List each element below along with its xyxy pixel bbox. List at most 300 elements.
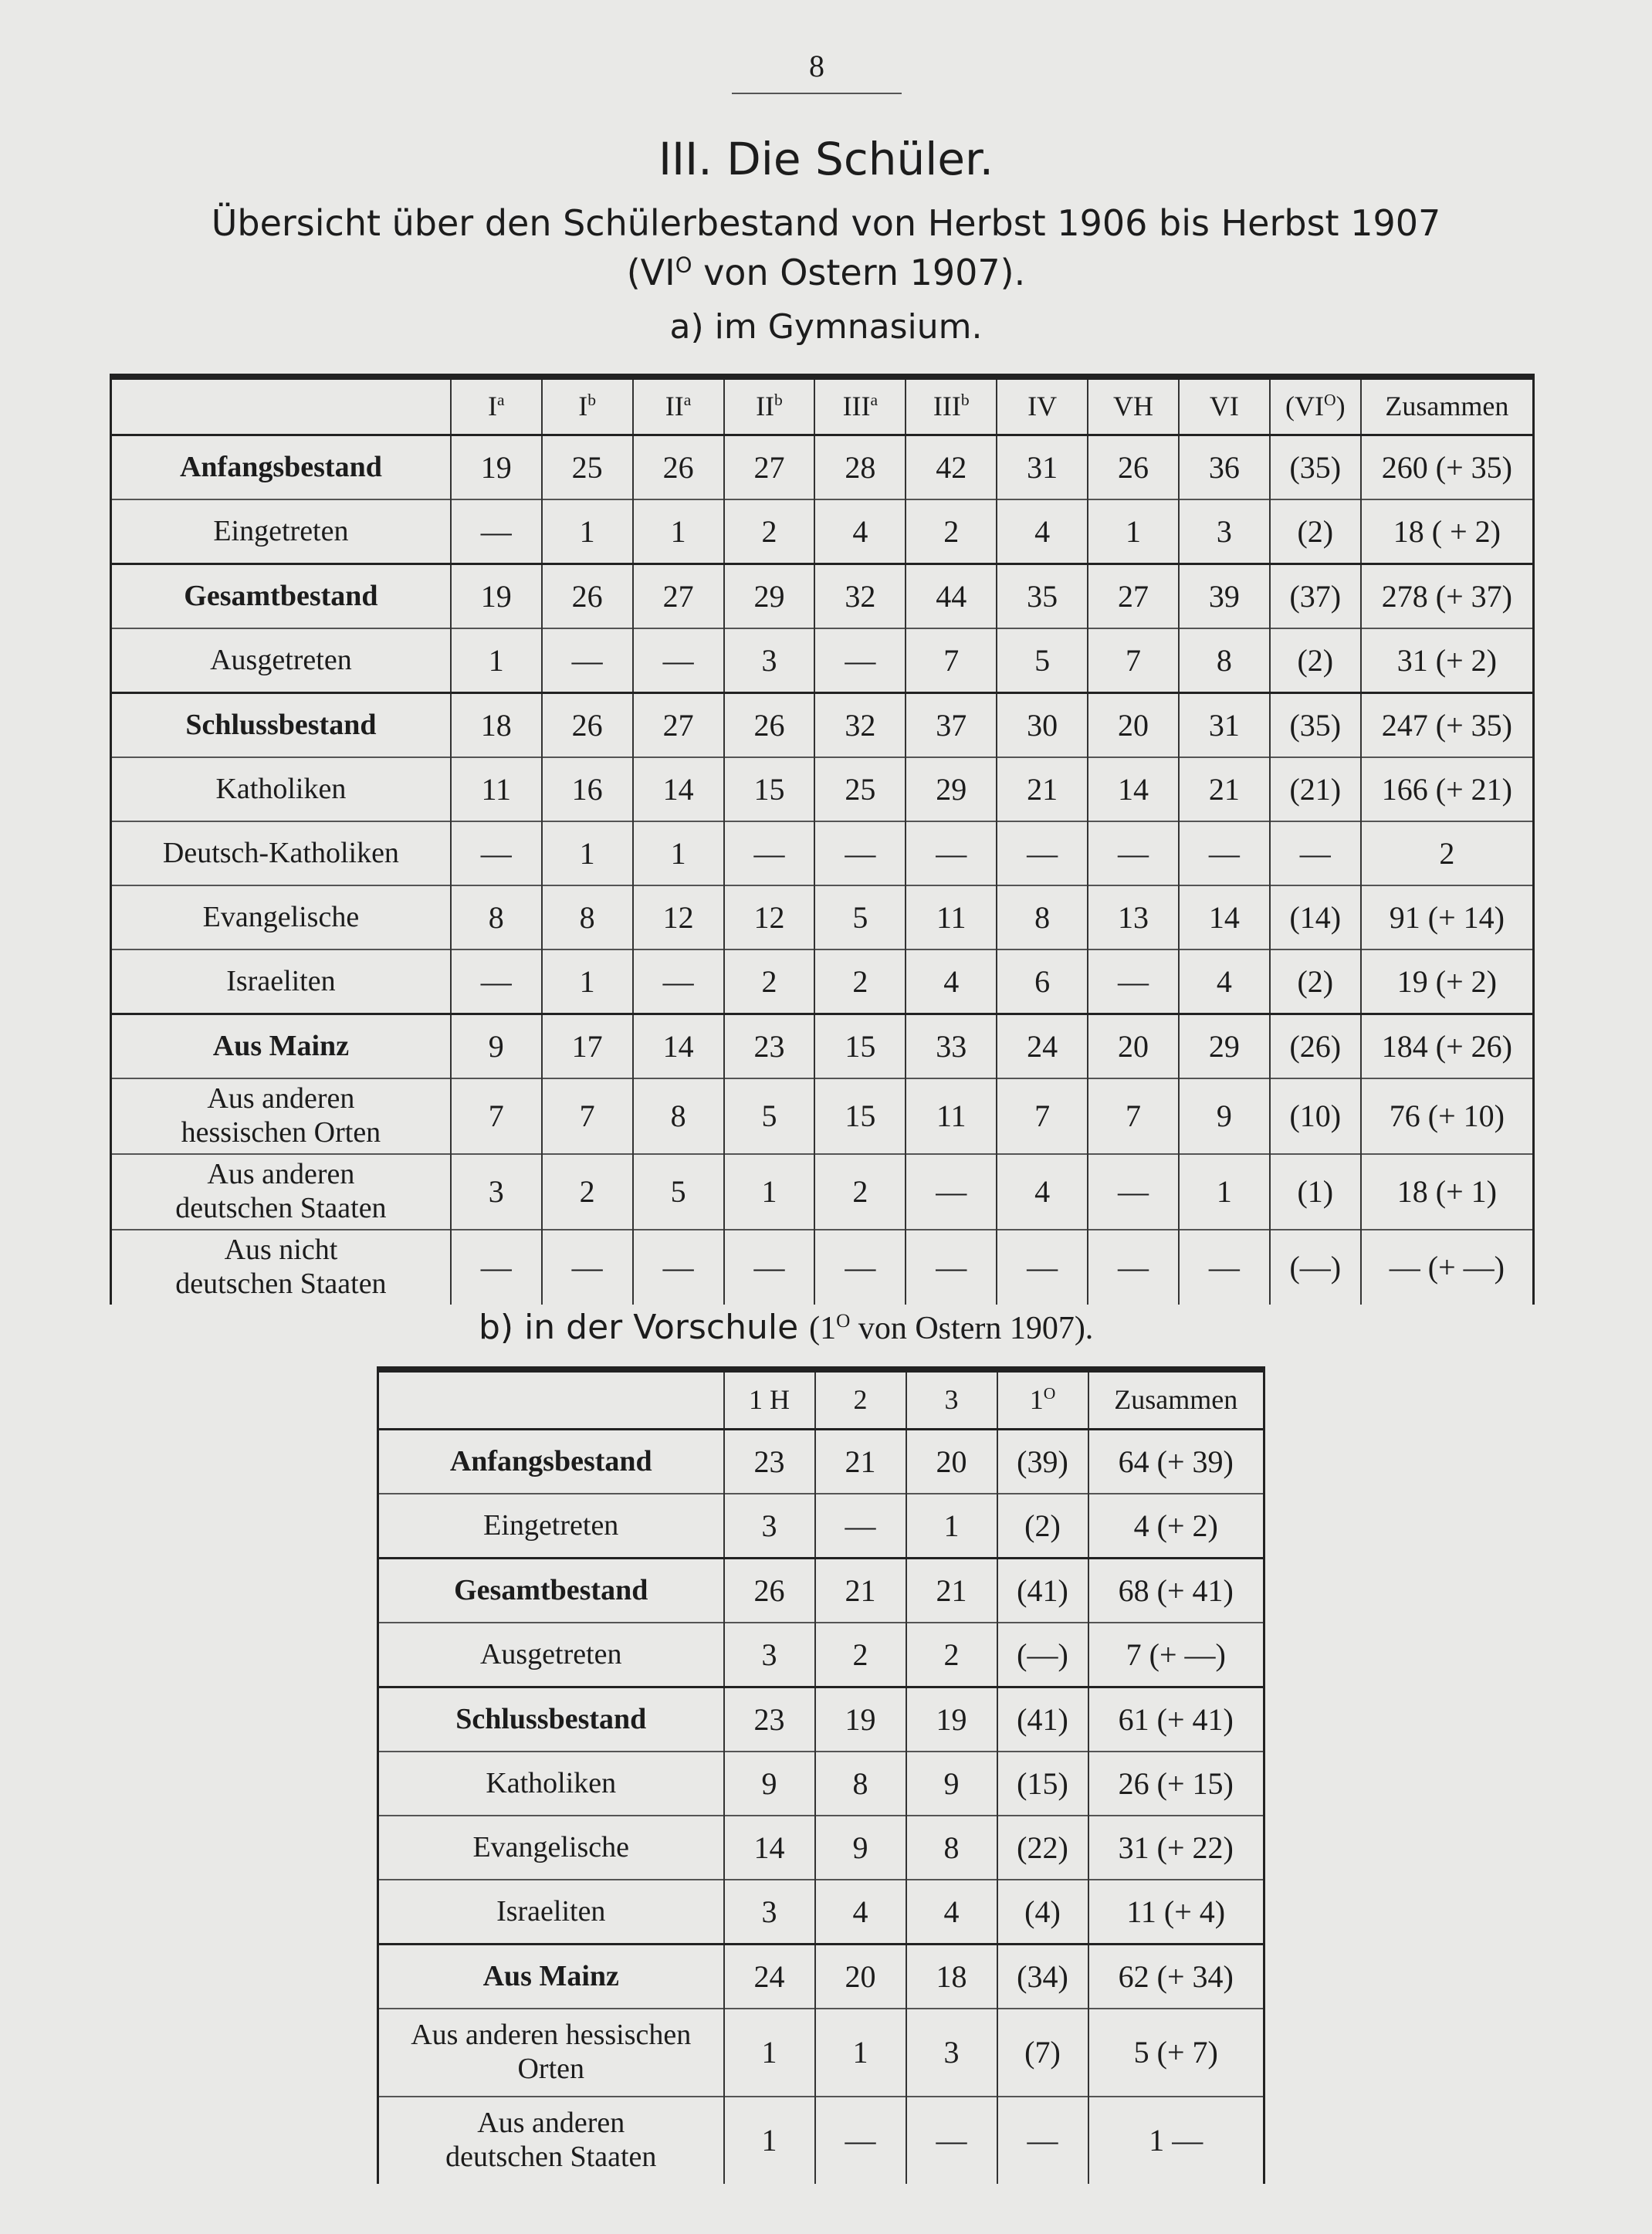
gymnasium-table-cell: — <box>906 1230 997 1305</box>
vorschule-row-label: Evangelische <box>378 1816 724 1880</box>
vorschule-row-label-line: Aus anderen hessischen <box>411 2019 692 2052</box>
gymnasium-table-cell: 1 <box>1088 499 1179 564</box>
gymnasium-table-cell: 3 <box>724 628 815 693</box>
vorschule-column-header-sup: O <box>1043 1384 1056 1403</box>
vorschule-table-cell: 3 <box>724 1623 815 1687</box>
gymnasium-table-row <box>111 564 1534 629</box>
vorschule-column-header-base: 3 <box>944 1384 959 1416</box>
vorschule-table-cell: 26 <box>724 1559 815 1623</box>
gymnasium-column-header-sup: O <box>1323 391 1336 410</box>
gymnasium-table-cell: (37) <box>1270 564 1361 629</box>
gymnasium-table-cell: 33 <box>906 1014 997 1079</box>
vorschule-table-row <box>378 1559 1264 1623</box>
gymnasium-table-cell: 27 <box>724 435 815 500</box>
gymnasium-table-cell: 2 <box>1361 821 1534 885</box>
gymnasium-table-cell: 36 <box>1179 435 1270 500</box>
gymnasium-table-cell: 9 <box>451 1014 542 1079</box>
gymnasium-table-cell: 8 <box>1179 628 1270 693</box>
gymnasium-column-header-base: (VI <box>1285 391 1324 422</box>
gymnasium-table-cell: 5 <box>997 628 1088 693</box>
vorschule-table-cell: 21 <box>815 1430 906 1494</box>
page-title: III. Die Schüler. <box>658 133 994 185</box>
gymnasium-table-cell: — (+ —) <box>1361 1230 1534 1305</box>
gymnasium-table-cell: 15 <box>814 1078 906 1154</box>
gymnasium-table-cell: 11 <box>906 1078 997 1154</box>
gymnasium-table-cell: (35) <box>1270 435 1361 500</box>
vorschule-table-cell: (15) <box>997 1752 1088 1816</box>
vorschule-table-cell: (41) <box>997 1559 1088 1623</box>
gymnasium-row-label: Eingetreten <box>111 499 451 564</box>
gymnasium-row-label-line: deutschen Staaten <box>175 1192 387 1224</box>
gymnasium-table-cell: 7 <box>451 1078 542 1154</box>
vorschule-table-cell: 20 <box>906 1430 997 1494</box>
vorschule-table-cell: 18 <box>906 1945 997 2009</box>
vorschule-table-cell: 9 <box>724 1752 815 1816</box>
gymnasium-column-header-sup: b <box>587 391 597 410</box>
section-b-title <box>479 1308 1093 1347</box>
vorschule-table-cell: (—) <box>997 1623 1088 1687</box>
vorschule-row-label: Gesamtbestand <box>378 1559 724 1623</box>
gymnasium-table-cell: 9 <box>1179 1078 1270 1154</box>
gymnasium-table-cell: 11 <box>906 885 997 949</box>
gymnasium-column-header-sup: a <box>496 391 505 410</box>
gymnasium-table-cell: 8 <box>451 885 542 949</box>
subtitle-line-1: Übersicht über den Schülerbestand von Herbst 1906 bis Herbst 1907 <box>211 202 1441 244</box>
gymnasium-row-label: Anfangsbestand <box>111 435 451 500</box>
gymnasium-table-cell: 5 <box>633 1154 724 1230</box>
gymnasium-table-cell: — <box>451 1230 542 1305</box>
gymnasium-table-row <box>111 1154 1534 1230</box>
gymnasium-row-label <box>111 1230 451 1305</box>
gymnasium-table-cell: (2) <box>1270 628 1361 693</box>
gymnasium-row-label <box>111 1078 451 1154</box>
gymnasium-table-cell: 4 <box>1179 949 1270 1014</box>
gymnasium-table-cell: 12 <box>724 885 815 949</box>
vorschule-table-row <box>378 1623 1264 1687</box>
gymnasium-table-cell: 20 <box>1088 693 1179 758</box>
gymnasium-table-row <box>111 949 1534 1014</box>
gymnasium-table-cell: — <box>906 1154 997 1230</box>
gymnasium-table-cell: — <box>997 821 1088 885</box>
gymnasium-row-label-line: hessischen Orten <box>181 1116 381 1149</box>
gymnasium-table-cell: — <box>1088 1230 1179 1305</box>
gymnasium-table-cell: 21 <box>1179 757 1270 821</box>
gymnasium-row-label: Deutsch-Katholiken <box>111 821 451 885</box>
gymnasium-table-cell: 1 <box>633 821 724 885</box>
gymnasium-table-cell: — <box>1088 949 1179 1014</box>
gymnasium-table-cell: — <box>633 949 724 1014</box>
gymnasium-table-cell: 30 <box>997 693 1088 758</box>
vorschule-table-cell: 5 (+ 7) <box>1088 2009 1264 2097</box>
vorschule-column-header <box>815 1369 906 1430</box>
vorschule-row-label: Schlussbestand <box>378 1687 724 1752</box>
vorschule-table-row <box>378 1687 1264 1752</box>
vorschule-table-cell: 8 <box>906 1816 997 1880</box>
gymnasium-table-cell: 2 <box>724 949 815 1014</box>
gymnasium-table-cell: 2 <box>906 499 997 564</box>
vorschule-table-cell: 2 <box>815 1623 906 1687</box>
gymnasium-row-label-line: deutschen Staaten <box>175 1268 387 1300</box>
vorschule-table-cell: — <box>815 2097 906 2184</box>
gymnasium-table-cell: 166 (+ 21) <box>1361 757 1534 821</box>
gymnasium-column-header-base: II <box>756 391 775 422</box>
vorschule-table-cell: 4 <box>815 1880 906 1945</box>
gymnasium-column-header <box>997 377 1088 435</box>
gymnasium-table-cell: — <box>451 949 542 1014</box>
gymnasium-table-cell: 12 <box>633 885 724 949</box>
gymnasium-table-cell: 31 (+ 2) <box>1361 628 1534 693</box>
vorschule-column-header-base: 1 <box>1029 1384 1044 1416</box>
gymnasium-row-label <box>111 1154 451 1230</box>
gymnasium-column-header <box>906 377 997 435</box>
gymnasium-column-header-base: VI <box>1209 391 1239 422</box>
gymnasium-table-cell: 24 <box>997 1014 1088 1079</box>
gymnasium-table-cell: 2 <box>724 499 815 564</box>
gymnasium-table-cell: 26 <box>542 564 633 629</box>
page-number: 8 <box>809 49 824 83</box>
subtitle-line-2-post: von Ostern 1907). <box>692 252 1026 293</box>
gymnasium-table-cell: — <box>814 628 906 693</box>
subtitle-line-2 <box>0 252 1652 293</box>
vorschule-table-row <box>378 1816 1264 1880</box>
gymnasium-table-cell: 29 <box>906 757 997 821</box>
gymnasium-table-row <box>111 435 1534 500</box>
vorschule-column-header-base: 1 H <box>749 1384 790 1416</box>
gymnasium-table-cell: 32 <box>814 564 906 629</box>
vorschule-table-cell: (2) <box>997 1494 1088 1559</box>
gymnasium-table-cell: 15 <box>814 1014 906 1079</box>
gymnasium-table-cell: 184 (+ 26) <box>1361 1014 1534 1079</box>
vorschule-table-cell: 21 <box>906 1559 997 1623</box>
vorschule-table-row <box>378 1945 1264 2009</box>
gymnasium-table-cell: 3 <box>1179 499 1270 564</box>
vorschule-row-label-line: Aus anderen <box>477 2107 625 2140</box>
gymnasium-table-cell: 26 <box>1088 435 1179 500</box>
gymnasium-table-cell: (21) <box>1270 757 1361 821</box>
vorschule-table-cell: 3 <box>906 2009 997 2097</box>
gymnasium-header-row <box>111 377 1534 435</box>
vorschule-table-cell: 11 (+ 4) <box>1088 1880 1264 1945</box>
vorschule-table-cell: 62 (+ 34) <box>1088 1945 1264 2009</box>
gymnasium-table-cell: 14 <box>633 1014 724 1079</box>
gymnasium-table-cell: 13 <box>1088 885 1179 949</box>
vorschule-table-cell: 1 <box>815 2009 906 2097</box>
vorschule-row-label: Israeliten <box>378 1880 724 1945</box>
gymnasium-table-cell: (1) <box>1270 1154 1361 1230</box>
gymnasium-table-cell: (—) <box>1270 1230 1361 1305</box>
vorschule-row-label: Eingetreten <box>378 1494 724 1559</box>
gymnasium-table-cell: 42 <box>906 435 997 500</box>
gymnasium-table-cell: 14 <box>1088 757 1179 821</box>
gymnasium-body <box>111 435 1534 1305</box>
gymnasium-column-header-sup: b <box>960 391 970 410</box>
vorschule-table-cell: 19 <box>906 1687 997 1752</box>
vorschule-table-cell: 31 (+ 22) <box>1088 1816 1264 1880</box>
gymnasium-table-cell: 278 (+ 37) <box>1361 564 1534 629</box>
gymnasium-table-cell: 26 <box>724 693 815 758</box>
vorschule-column-header-base: Zusammen <box>1114 1384 1238 1416</box>
vorschule-header-row <box>378 1369 1264 1430</box>
gymnasium-column-header <box>542 377 633 435</box>
gymnasium-table-cell: 18 ( + 2) <box>1361 499 1534 564</box>
vorschule-table-cell: 3 <box>724 1494 815 1559</box>
vorschule-table-cell: (41) <box>997 1687 1088 1752</box>
section-a-title: a) im Gymnasium. <box>669 307 983 347</box>
gymnasium-table-cell: 4 <box>906 949 997 1014</box>
gymnasium-table-cell: — <box>906 821 997 885</box>
gymnasium-table-cell: 91 (+ 14) <box>1361 885 1534 949</box>
vorschule-column-header <box>724 1369 815 1430</box>
gymnasium-table-row <box>111 821 1534 885</box>
vorschule-table-row <box>378 1752 1264 1816</box>
gymnasium-table-cell: 2 <box>814 949 906 1014</box>
vorschule-table-row <box>378 1430 1264 1494</box>
vorschule-table-cell: 19 <box>815 1687 906 1752</box>
gymnasium-table-cell: 17 <box>542 1014 633 1079</box>
gymnasium-table-cell: — <box>542 628 633 693</box>
section-b-title-text: b) in der Vorschule <box>479 1308 799 1347</box>
gymnasium-table-cell: 8 <box>633 1078 724 1154</box>
gymnasium-table-row <box>111 757 1534 821</box>
gymnasium-table-row <box>111 1078 1534 1154</box>
vorschule-table-cell: 23 <box>724 1430 815 1494</box>
gymnasium-table-cell: 3 <box>451 1154 542 1230</box>
gymnasium-table-cell: 19 <box>451 564 542 629</box>
gymnasium-table-cell: — <box>724 1230 815 1305</box>
gymnasium-table-row <box>111 885 1534 949</box>
gymnasium-table-cell: 21 <box>997 757 1088 821</box>
gymnasium-table-cell: 26 <box>633 435 724 500</box>
section-b-note-sup: O <box>836 1310 851 1332</box>
gymnasium-table-cell: 7 <box>997 1078 1088 1154</box>
gymnasium-row-label: Ausgetreten <box>111 628 451 693</box>
vorschule-table-cell: — <box>997 2097 1088 2184</box>
section-b-note <box>809 1311 1093 1346</box>
gymnasium-table-cell: — <box>1270 821 1361 885</box>
gymnasium-column-header <box>1179 377 1270 435</box>
gymnasium-table-cell: 16 <box>542 757 633 821</box>
gymnasium-table-cell: 15 <box>724 757 815 821</box>
gymnasium-table-cell: 31 <box>997 435 1088 500</box>
gymnasium-column-header-base: I <box>487 391 497 422</box>
vorschule-table-cell: 1 <box>724 2009 815 2097</box>
gymnasium-table-cell: 14 <box>1179 885 1270 949</box>
gymnasium-table-cell: 1 <box>451 628 542 693</box>
vorschule-table-cell: (7) <box>997 2009 1088 2097</box>
vorschule-column-header <box>997 1369 1088 1430</box>
gymnasium-column-header <box>633 377 724 435</box>
vorschule-table-row <box>378 1494 1264 1559</box>
gymnasium-table-cell: 1 <box>633 499 724 564</box>
gymnasium-table-row <box>111 499 1534 564</box>
gymnasium-table-cell: 1 <box>542 821 633 885</box>
gymnasium-table-cell: — <box>1088 821 1179 885</box>
gymnasium-table-row <box>111 628 1534 693</box>
gymnasium-table-cell: — <box>814 821 906 885</box>
gymnasium-corner-cell <box>111 377 451 435</box>
gymnasium-row-label: Gesamtbestand <box>111 564 451 629</box>
gymnasium-column-header-base: I <box>578 391 588 422</box>
gymnasium-table-cell: (14) <box>1270 885 1361 949</box>
gymnasium-table-cell: 27 <box>1088 564 1179 629</box>
vorschule-table-cell: 4 <box>906 1880 997 1945</box>
gymnasium-table <box>110 374 1535 1305</box>
vorschule-row-label: Anfangsbestand <box>378 1430 724 1494</box>
vorschule-table-cell: 8 <box>815 1752 906 1816</box>
gymnasium-column-header-base: III <box>933 391 961 422</box>
vorschule-corner-cell <box>378 1369 724 1430</box>
vorschule-table-cell: (39) <box>997 1430 1088 1494</box>
vorschule-table-row <box>378 2097 1264 2184</box>
vorschule-column-header <box>906 1369 997 1430</box>
gymnasium-row-label: Israeliten <box>111 949 451 1014</box>
gymnasium-table-cell: 27 <box>633 564 724 629</box>
gymnasium-table-cell: 8 <box>997 885 1088 949</box>
vorschule-table-cell: — <box>815 1494 906 1559</box>
gymnasium-table-cell: 5 <box>724 1078 815 1154</box>
gymnasium-table-cell: 25 <box>814 757 906 821</box>
gymnasium-table-cell: 35 <box>997 564 1088 629</box>
gymnasium-table-cell: 76 (+ 10) <box>1361 1078 1534 1154</box>
gymnasium-table-cell: 29 <box>1179 1014 1270 1079</box>
gymnasium-table-cell: 5 <box>814 885 906 949</box>
vorschule-row-label <box>378 2097 724 2184</box>
gymnasium-table-cell: — <box>1088 1154 1179 1230</box>
gymnasium-row-label-line: Aus nicht <box>224 1234 338 1267</box>
gymnasium-table-cell: 44 <box>906 564 997 629</box>
gymnasium-column-header-base: IV <box>1027 391 1058 422</box>
section-b-note-pre: (1 <box>809 1311 837 1346</box>
vorschule-table-cell: 9 <box>815 1816 906 1880</box>
gymnasium-column-header-sup: b <box>774 391 783 410</box>
vorschule-table-cell: 7 (+ —) <box>1088 1623 1264 1687</box>
gymnasium-row-label: Aus Mainz <box>111 1014 451 1079</box>
gymnasium-table-cell: (26) <box>1270 1014 1361 1079</box>
gymnasium-table-cell: 11 <box>451 757 542 821</box>
gymnasium-table-cell: 25 <box>542 435 633 500</box>
gymnasium-column-header-sup: a <box>870 391 878 410</box>
gymnasium-table-cell: (2) <box>1270 949 1361 1014</box>
gymnasium-table-cell: 7 <box>1088 1078 1179 1154</box>
gymnasium-table-cell: 37 <box>906 693 997 758</box>
gymnasium-row-label-line: Aus anderen <box>207 1082 355 1115</box>
vorschule-table-cell: 26 (+ 15) <box>1088 1752 1264 1816</box>
vorschule-row-label-line: Orten <box>517 2053 585 2085</box>
gymnasium-column-header-base: III <box>842 391 871 422</box>
vorschule-table-row <box>378 2009 1264 2097</box>
gymnasium-table-cell: 32 <box>814 693 906 758</box>
gymnasium-table-cell: (35) <box>1270 693 1361 758</box>
subtitle-line-2-sup: O <box>675 252 692 278</box>
gymnasium-table-row <box>111 693 1534 758</box>
gymnasium-column-header-base: VH <box>1113 391 1154 422</box>
gymnasium-table-cell: 6 <box>997 949 1088 1014</box>
gymnasium-table-cell: — <box>814 1230 906 1305</box>
vorschule-table-cell: — <box>906 2097 997 2184</box>
gymnasium-table-cell: (2) <box>1270 499 1361 564</box>
gymnasium-table-cell: 31 <box>1179 693 1270 758</box>
vorschule-body <box>378 1430 1264 2185</box>
gymnasium-table-cell: 19 (+ 2) <box>1361 949 1534 1014</box>
vorschule-table-cell: 1 <box>724 2097 815 2184</box>
vorschule-table-row <box>378 1880 1264 1945</box>
gymnasium-table-cell: (10) <box>1270 1078 1361 1154</box>
gymnasium-table-cell: 4 <box>997 1154 1088 1230</box>
subtitle-line-2-pre: (VI <box>626 252 675 293</box>
gymnasium-table-cell: 29 <box>724 564 815 629</box>
gymnasium-row-label: Katholiken <box>111 757 451 821</box>
vorschule-table-cell: 2 <box>906 1623 997 1687</box>
gymnasium-column-header <box>814 377 906 435</box>
vorschule-table-cell: (22) <box>997 1816 1088 1880</box>
vorschule-table-cell: (34) <box>997 1945 1088 2009</box>
gymnasium-table-cell: 27 <box>633 693 724 758</box>
vorschule-table-cell: 68 (+ 41) <box>1088 1559 1264 1623</box>
gymnasium-table-cell: 18 <box>451 693 542 758</box>
gymnasium-column-header <box>1088 377 1179 435</box>
vorschule-row-label-line: deutschen Staaten <box>445 2141 657 2173</box>
gymnasium-table-cell: 1 <box>542 949 633 1014</box>
gymnasium-column-header-sup: a <box>683 391 692 410</box>
vorschule-table-cell: 9 <box>906 1752 997 1816</box>
gymnasium-table-cell: — <box>451 499 542 564</box>
vorschule-table-cell: 4 (+ 2) <box>1088 1494 1264 1559</box>
gymnasium-row-label: Schlussbestand <box>111 693 451 758</box>
gymnasium-table-cell: 2 <box>542 1154 633 1230</box>
gymnasium-table-cell: — <box>633 628 724 693</box>
gymnasium-column-header <box>1361 377 1534 435</box>
gymnasium-column-header <box>724 377 815 435</box>
vorschule-row-label: Ausgetreten <box>378 1623 724 1687</box>
vorschule-table-cell: 1 <box>906 1494 997 1559</box>
section-b-note-post: von Ostern 1907). <box>850 1311 1094 1346</box>
gymnasium-table-cell: 23 <box>724 1014 815 1079</box>
gymnasium-table-cell: 8 <box>542 885 633 949</box>
vorschule-table-cell: 24 <box>724 1945 815 2009</box>
vorschule-table-cell: 64 (+ 39) <box>1088 1430 1264 1494</box>
gymnasium-table-cell: — <box>1179 1230 1270 1305</box>
gymnasium-table-cell: — <box>1179 821 1270 885</box>
vorschule-table-cell: 61 (+ 41) <box>1088 1687 1264 1752</box>
gymnasium-table-row <box>111 1014 1534 1079</box>
vorschule-table-cell: 20 <box>815 1945 906 2009</box>
gymnasium-table-cell: 20 <box>1088 1014 1179 1079</box>
gymnasium-table-cell: 7 <box>542 1078 633 1154</box>
vorschule-table-cell: 23 <box>724 1687 815 1752</box>
vorschule-row-label <box>378 2009 724 2097</box>
gymnasium-table-cell: — <box>724 821 815 885</box>
gymnasium-table-cell: — <box>997 1230 1088 1305</box>
gymnasium-table-cell: 4 <box>997 499 1088 564</box>
vorschule-table-cell: 21 <box>815 1559 906 1623</box>
vorschule-table-cell: (4) <box>997 1880 1088 1945</box>
gymnasium-table-cell: 260 (+ 35) <box>1361 435 1534 500</box>
vorschule-table-cell: 14 <box>724 1816 815 1880</box>
gymnasium-column-header-post: ) <box>1335 391 1346 422</box>
page-number-rule <box>732 93 902 94</box>
gymnasium-table-cell: — <box>451 821 542 885</box>
gymnasium-table-cell: 39 <box>1179 564 1270 629</box>
gymnasium-table-cell: 18 (+ 1) <box>1361 1154 1534 1230</box>
vorschule-row-label: Aus Mainz <box>378 1945 724 2009</box>
gymnasium-row-label-line: Aus anderen <box>207 1158 355 1191</box>
vorschule-table-cell: 1 — <box>1088 2097 1264 2184</box>
gymnasium-table-row <box>111 1230 1534 1305</box>
gymnasium-table-cell: 2 <box>814 1154 906 1230</box>
gymnasium-table-cell: 26 <box>542 693 633 758</box>
gymnasium-table-cell: — <box>633 1230 724 1305</box>
gymnasium-table-cell: — <box>542 1230 633 1305</box>
